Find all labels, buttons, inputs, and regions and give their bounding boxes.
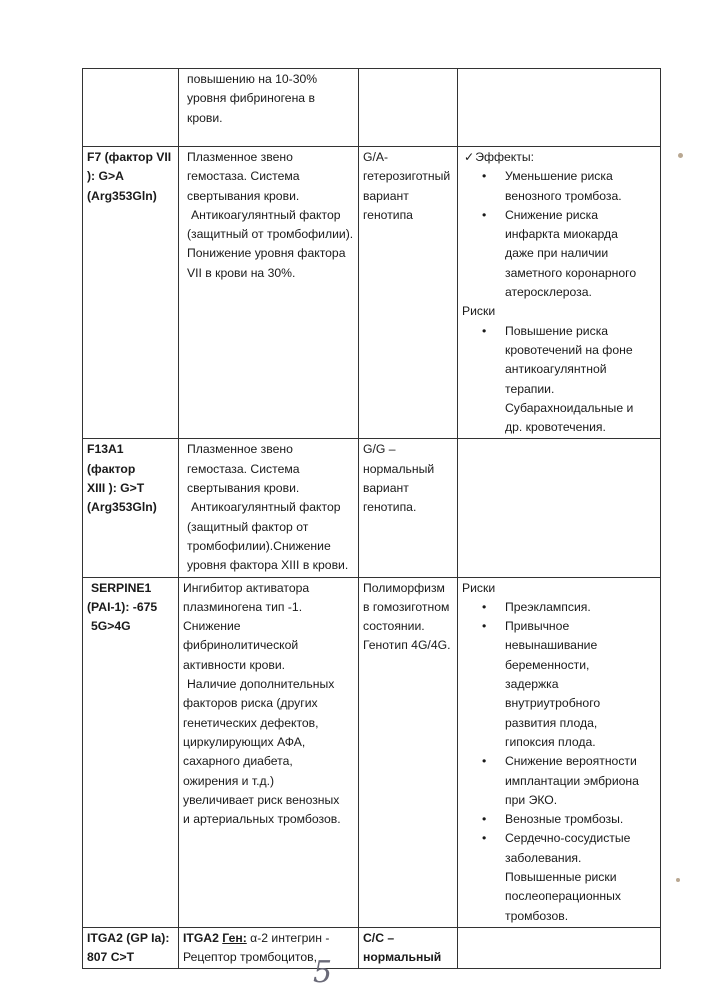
genotype-cell [359,439,458,577]
list-item [462,829,656,925]
list-item-line: • Преэклампсия. [505,599,591,614]
description-line: Наличие дополнительных [187,677,335,692]
check-mark-icon: ✓ [464,150,475,164]
risks-list [462,598,656,926]
description-cell [179,577,359,927]
list-item-line: гипоксия плода. [505,734,596,749]
genotype-line: нормальный [363,461,435,476]
description-line: фибринолитической [183,638,299,653]
gene-label: Ген: [222,930,247,945]
gene-name-line: SERPINE1 [91,580,152,595]
description-line: свертывания крови. [187,188,300,203]
description-line: Плазменное звено [187,150,293,164]
genotype-line: генотипа [363,207,413,222]
description-line: Ингибитор активатора [183,580,310,595]
genotype-cell [359,577,458,927]
gene-name-line: (Arg353Gln) [87,500,157,515]
description-line: Рецептор тромбоцитов, [183,950,317,965]
table-row [83,577,661,927]
risks-heading: Риски [462,304,496,319]
list-item-line: послеоперационных [505,889,621,904]
list-item-line: Повышенные риски [505,869,617,884]
list-item-line: развития плода, [505,715,598,730]
description-line: VII в крови на 30%. [187,265,296,280]
list-item-line: задержка [505,677,559,692]
description-cell [179,439,359,577]
table-row [83,927,661,969]
description-line: повышению на 10-30% [187,72,318,86]
genotype-line: G/G – [363,442,396,457]
list-item-line: инфаркта миокарда [505,227,618,242]
gene-prefix: ITGA2 [183,930,219,945]
list-item-line: • Венозные тромбозы. [505,812,624,827]
description-line: Снижение [183,619,241,634]
description-line: активности крови. [183,657,286,672]
description-line: крови. [187,110,223,125]
list-item-line: др. кровотечения. [505,420,606,435]
list-item-line: • Уменьшение риска [505,169,613,184]
list-item [462,617,656,752]
genotype-line: вариант [363,481,409,496]
list-item [462,752,656,810]
genotype-line: G/A- [363,150,389,164]
genotype-line: состоянии. [363,619,425,634]
list-item-line: терапии. [505,381,555,396]
genotype-cell [359,927,458,969]
list-item [462,322,656,438]
risks-list [462,322,656,438]
description-line: Понижение уровня фактора [187,246,346,261]
table-row [83,439,661,577]
description-line: сахарного диабета, [183,754,293,769]
gene-name-line: (PAI-1): -675 [87,599,158,614]
genotype-line: гетерозиготный [363,169,451,184]
paper-speck [678,153,683,158]
gene-name-line: ): G>A [87,169,124,184]
gene-description: α-2 интегрин - [246,930,330,945]
description-line: факторов риска (других [183,696,318,711]
genotype-cell [359,147,458,439]
effects-cell [458,69,661,147]
description-line: плазминогена тип -1. [183,599,303,614]
list-item-line: имплантации эмбриона [505,773,639,788]
list-item-line: • Привычное [505,619,570,634]
list-item-line: Субарахноидальные и [505,400,634,415]
description-cell [179,147,359,439]
description-line: уровня фибриногена в [187,91,315,106]
description-line: генетических дефектов, [183,715,319,730]
list-item-line: внутриутробного [505,696,601,711]
list-item-line: • Сердечно-сосудистые [505,831,631,846]
genetics-table [82,68,661,969]
table-row [83,147,661,439]
list-item [462,206,656,302]
description-line [183,929,354,948]
table-row [83,69,661,147]
gene-name-line: (Arg353Gln) [87,188,157,203]
genotype-line: нормальный [363,950,442,965]
effects-title: Эффекты: [475,150,535,164]
effects-cell [458,439,661,577]
gene-name-line: F7 (фактор VII [87,150,172,164]
gene-name-line: 807 C>T [87,950,135,965]
description-line: Плазменное звено [187,442,293,457]
list-item-line: антикоагулянтной [505,362,607,377]
genotype-line: в гомозиготном [363,599,450,614]
effects-list [462,167,656,302]
description-line: (защитный фактор от [187,519,309,534]
description-line: увеличивает риск венозных [183,792,340,807]
effects-cell [458,577,661,927]
description-line: Антикоагулянтный фактор [191,500,341,515]
list-item [462,810,656,829]
list-item-line: заметного коронарного [505,265,637,280]
effects-cell [458,147,661,439]
genotype-line: вариант [363,188,409,203]
gene-cell [83,69,179,147]
description-line: уровня фактора XIII в крови. [187,558,349,573]
list-item-line: тромбозов. [505,908,569,923]
gene-cell [83,577,179,927]
list-item-line: при ЭКО. [505,792,558,807]
risks-heading: Риски [462,580,496,595]
description-line: и артериальных тромбозов. [183,812,341,827]
list-item-line: венозного тромбоза. [505,188,622,203]
gene-name-line: XIII ): G>T [87,481,145,496]
list-item [462,598,656,617]
genotype-line: генотипа. [363,500,417,515]
gene-name-line: ITGA2 (GP Ia): [87,930,170,945]
description-line: (защитный от тромбофилии). [187,227,354,242]
gene-cell [83,147,179,439]
description-line: тромбофилии).Снижение [187,538,331,553]
list-item-line: • Снижение вероятности [505,754,637,769]
list-item-line: • Повышение риска [505,323,609,338]
description-cell [179,69,359,147]
list-item [462,167,656,206]
genotype-line: C/C – [363,930,395,945]
description-line: ожирения и т.д.) [183,773,275,788]
paper-speck [676,878,680,882]
description-line: свертывания крови. [187,481,300,496]
description-line: гемостаза. Система [187,169,300,184]
page-number: 5 [313,955,333,990]
list-item-line: беременности, [505,657,590,672]
description-line: циркулирующих АФА, [183,734,306,749]
list-item-line: кровотечений на фоне [505,342,633,357]
genotype-cell [359,69,458,147]
gene-name-line: F13A1 (фактор [87,442,136,476]
list-item-line: • Снижение риска [505,207,599,222]
list-item-line: невынашивание [505,638,598,653]
genotype-line: Полиморфизм [363,580,445,595]
gene-name-line: 5G>4G [91,619,131,634]
genotype-line: Генотип 4G/4G. [363,638,451,653]
effects-heading [462,148,656,167]
list-item-line: даже при наличии [505,246,609,261]
gene-cell [83,439,179,577]
list-item-line: заболевания. [505,850,582,865]
list-item-line: атеросклероза. [505,285,592,300]
effects-cell [458,927,661,969]
description-line: гемостаза. Система [187,461,300,476]
gene-cell [83,927,179,969]
description-line: Антикоагулянтный фактор [191,207,341,222]
